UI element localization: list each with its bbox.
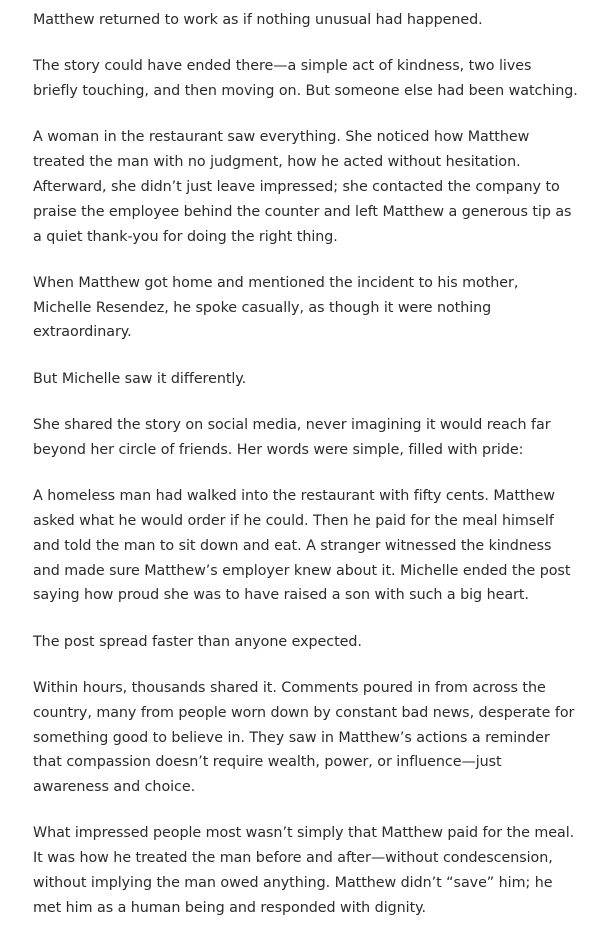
paragraph: When Matthew got home and mentioned the incident to his mother, Michelle Resendez, he spoke casually, as though it were nothing extraordinary. <box>33 274 519 341</box>
paragraph: The post spread faster than anyone expected. <box>33 633 362 650</box>
paragraph: She shared the story on social media, never imagining it would reach far beyond her circle of friends. Her words were simple, filled with pride: <box>33 417 551 458</box>
paragraph: What impressed people most wasn’t simply that Matthew paid for the meal. It was how he treated the man before and after—without condescension, without implying the man owed anything. Matthew didn’t “save” him; he met him as a human being and responded with dignity. <box>33 825 575 916</box>
article-body <box>33 8 578 942</box>
paragraph: But Michelle saw it differently. <box>33 370 247 387</box>
paragraph: Within hours, thousands shared it. Comments poured in from across the country, many from people worn down by constant bad news, desperate for something good to believe in. They saw in Matthew’s actions a reminder that compassion doesn’t require wealth, power, or influence—just awareness and choice. <box>33 679 575 796</box>
paragraph: The story could have ended there—a simple act of kindness, two lives briefly touching, and then moving on. But someone else had been watching. <box>33 58 578 100</box>
paragraph: Matthew returned to work as if nothing unusual had happened. <box>33 12 483 28</box>
paragraph: A woman in the restaurant saw everything. She noticed how Matthew treated the man with no judgment, how he acted without hesitation. Afterward, she didn’t just leave impressed; she contacted the company to praise the employee behind the counter and left Matthew a generous tip as a quiet thank-you for doing the right thing. <box>33 129 572 245</box>
paragraph: A homeless man had walked into the restaurant with fifty cents. Matthew asked what he would order if he could. Then he paid for the meal himself and told the man to sit down and eat. A stranger witnessed the kindness and made sure Matthew’s employer knew about it. Michelle ended the post saying how proud she was to have raised a son with such a big heart. <box>33 488 571 604</box>
